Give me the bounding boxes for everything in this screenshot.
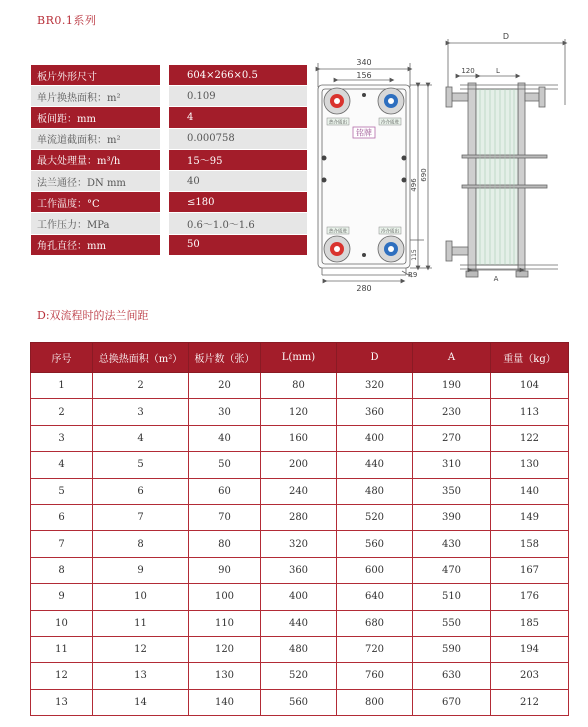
spec-label: 最大处理量：m³/h — [31, 149, 160, 170]
dim-bottom-offset: 115 — [411, 249, 418, 261]
table-cell: 630 — [413, 663, 491, 689]
table-cell: 110 — [189, 610, 261, 636]
spec-label: 法兰通径：DN mm — [31, 170, 160, 191]
table-cell: 360 — [261, 557, 337, 583]
table-cell: 5 — [93, 452, 189, 478]
table-cell: 40 — [189, 425, 261, 451]
table-cell: 185 — [491, 610, 569, 636]
table-row — [31, 478, 569, 504]
table-cell: 113 — [491, 399, 569, 425]
spec-value: 40 — [169, 170, 307, 191]
dim-top-width: 340 — [356, 58, 372, 67]
table-row — [31, 663, 569, 689]
table-header-row — [31, 343, 569, 373]
spec-row — [31, 86, 307, 107]
spec-value: 0.109 — [169, 86, 307, 107]
port-tag-cold-in: 冷介质进 — [381, 120, 399, 126]
table-cell: 6 — [31, 504, 93, 530]
table-cell: 194 — [491, 636, 569, 662]
table-row — [31, 504, 569, 530]
table-row — [31, 610, 569, 636]
spec-value: 15～95 — [169, 149, 307, 170]
table-cell: 9 — [93, 557, 189, 583]
table-cell: 2 — [31, 399, 93, 425]
table-cell: 720 — [337, 636, 413, 662]
table-cell: 130 — [491, 452, 569, 478]
spec-gap — [160, 192, 169, 213]
table-cell: 120 — [261, 399, 337, 425]
table-row — [31, 636, 569, 662]
table-cell: 280 — [261, 504, 337, 530]
table-cell: 120 — [189, 636, 261, 662]
table-cell: 12 — [31, 663, 93, 689]
port-top-right — [378, 88, 404, 114]
spec-row — [31, 107, 307, 128]
table-cell: 310 — [413, 452, 491, 478]
dim-radius: R9 — [408, 271, 418, 279]
table-cell: 550 — [413, 610, 491, 636]
table-cell: 11 — [31, 636, 93, 662]
table-cell: 3 — [31, 425, 93, 451]
spec-row — [31, 192, 307, 213]
spec-gap — [160, 149, 169, 170]
dim-outer-height: 690 — [420, 168, 428, 182]
table-cell: 670 — [413, 689, 491, 715]
table-cell: 130 — [189, 663, 261, 689]
table-cell: 190 — [413, 373, 491, 399]
table-cell: 20 — [189, 373, 261, 399]
table-cell: 230 — [413, 399, 491, 425]
table-cell: 10 — [31, 610, 93, 636]
model-table — [30, 342, 569, 716]
spec-value: ≤180 — [169, 192, 307, 213]
table-cell: 270 — [413, 425, 491, 451]
dim-120-label: 120 — [461, 67, 475, 75]
table-cell: 50 — [189, 452, 261, 478]
spec-label: 角孔直径：mm — [31, 234, 160, 255]
table-cell: 440 — [337, 452, 413, 478]
table-cell: 360 — [337, 399, 413, 425]
port-tag-hot-out: 热介质出 — [329, 120, 347, 126]
dim-L-label: L — [496, 67, 500, 75]
spec-table — [31, 65, 307, 256]
dim-A-label: A — [493, 275, 499, 283]
table-cell: 13 — [93, 663, 189, 689]
table-cell: 8 — [93, 531, 189, 557]
spec-row — [31, 128, 307, 149]
table-row — [31, 689, 569, 715]
table-cell: 158 — [491, 531, 569, 557]
table-cell: 200 — [261, 452, 337, 478]
table-cell: 320 — [337, 373, 413, 399]
spec-value: 604×266×0.5 — [169, 65, 307, 86]
table-cell: 640 — [337, 584, 413, 610]
table-cell: 4 — [93, 425, 189, 451]
spec-gap — [160, 86, 169, 107]
table-cell: 430 — [413, 531, 491, 557]
spec-row — [31, 149, 307, 170]
technical-drawing — [300, 25, 588, 293]
table-cell: 60 — [189, 478, 261, 504]
table-cell: 14 — [93, 689, 189, 715]
table-cell: 6 — [93, 478, 189, 504]
table-cell: 480 — [261, 636, 337, 662]
spec-label: 板片外形尺寸 — [31, 65, 160, 86]
table-cell: 12 — [93, 636, 189, 662]
spec-label: 工作压力：MPa — [31, 213, 160, 234]
spec-label: 工作温度：°C — [31, 192, 160, 213]
table-cell: 590 — [413, 636, 491, 662]
table-cell: 560 — [337, 531, 413, 557]
table-cell: 4 — [31, 452, 93, 478]
table-row — [31, 531, 569, 557]
table-cell: 13 — [31, 689, 93, 715]
table-row — [31, 425, 569, 451]
dim-inner-height: 496 — [410, 178, 418, 192]
table-cell: 2 — [93, 373, 189, 399]
spec-row — [31, 234, 307, 255]
port-bottom-left — [324, 236, 350, 262]
spec-gap — [160, 128, 169, 149]
spec-gap — [160, 170, 169, 191]
dim-D-label: D — [502, 32, 510, 41]
spec-row — [31, 213, 307, 234]
spec-gap — [160, 107, 169, 128]
table-cell: 470 — [413, 557, 491, 583]
table-cell: 350 — [413, 478, 491, 504]
table-cell: 70 — [189, 504, 261, 530]
drawing-svg — [300, 25, 588, 293]
table-cell: 680 — [337, 610, 413, 636]
port-tag-hot-in: 热介质进 — [329, 229, 347, 235]
table-cell: 11 — [93, 610, 189, 636]
column-header: A — [413, 343, 491, 373]
column-header: D — [337, 343, 413, 373]
table-cell: 203 — [491, 663, 569, 689]
column-header: 总换热面积（m²） — [93, 343, 189, 373]
column-header: L(mm) — [261, 343, 337, 373]
table-cell: 520 — [337, 504, 413, 530]
table-cell: 760 — [337, 663, 413, 689]
table-cell: 480 — [337, 478, 413, 504]
table-cell: 10 — [93, 584, 189, 610]
table-cell: 90 — [189, 557, 261, 583]
spec-value: 4 — [169, 107, 307, 128]
spec-label: 单片换热面积：m² — [31, 86, 160, 107]
table-row — [31, 373, 569, 399]
dim-bottom-width: 280 — [356, 284, 372, 293]
table-cell: 160 — [261, 425, 337, 451]
table-caption: D:双流程时的法兰间距 — [37, 309, 149, 322]
table-cell: 100 — [189, 584, 261, 610]
table-cell: 440 — [261, 610, 337, 636]
spec-label: 板间距：mm — [31, 107, 160, 128]
table-cell: 390 — [413, 504, 491, 530]
table-cell: 80 — [189, 531, 261, 557]
table-cell: 400 — [261, 584, 337, 610]
table-cell: 167 — [491, 557, 569, 583]
spec-gap — [160, 213, 169, 234]
dim-port-spacing: 156 — [356, 71, 372, 80]
table-row — [31, 584, 569, 610]
spec-row — [31, 170, 307, 191]
table-cell: 7 — [31, 531, 93, 557]
table-cell: 5 — [31, 478, 93, 504]
table-cell: 80 — [261, 373, 337, 399]
spec-value: 0.000758 — [169, 128, 307, 149]
table-cell: 560 — [261, 689, 337, 715]
table-cell: 149 — [491, 504, 569, 530]
table-row — [31, 399, 569, 425]
table-cell: 176 — [491, 584, 569, 610]
table-cell: 800 — [337, 689, 413, 715]
table-cell: 400 — [337, 425, 413, 451]
table-cell: 140 — [491, 478, 569, 504]
series-title: BR0.1系列 — [37, 14, 97, 27]
table-cell: 30 — [189, 399, 261, 425]
table-cell: 600 — [337, 557, 413, 583]
table-cell: 8 — [31, 557, 93, 583]
table-cell: 122 — [491, 425, 569, 451]
spec-gap — [160, 234, 169, 255]
port-top-left — [324, 88, 350, 114]
port-tag-cold-out: 冷介质出 — [381, 229, 399, 235]
column-header: 板片数（张） — [189, 343, 261, 373]
table-cell: 104 — [491, 373, 569, 399]
table-row — [31, 557, 569, 583]
table-cell: 212 — [491, 689, 569, 715]
spec-label: 单流道截面积：m² — [31, 128, 160, 149]
table-cell: 240 — [261, 478, 337, 504]
table-cell: 510 — [413, 584, 491, 610]
spec-row — [31, 65, 307, 86]
table-cell: 7 — [93, 504, 189, 530]
table-row — [31, 452, 569, 478]
table-cell: 1 — [31, 373, 93, 399]
nameplate-label: 铭牌 — [356, 128, 372, 138]
table-cell: 3 — [93, 399, 189, 425]
spec-value: 50 — [169, 234, 307, 255]
spec-value: 0.6～1.0～1.6 — [169, 213, 307, 234]
spec-gap — [160, 65, 169, 86]
column-header: 序号 — [31, 343, 93, 373]
table-cell: 320 — [261, 531, 337, 557]
port-bottom-right — [378, 236, 404, 262]
table-cell: 9 — [31, 584, 93, 610]
table-cell: 520 — [261, 663, 337, 689]
table-cell: 140 — [189, 689, 261, 715]
column-header: 重量（kg） — [491, 343, 569, 373]
